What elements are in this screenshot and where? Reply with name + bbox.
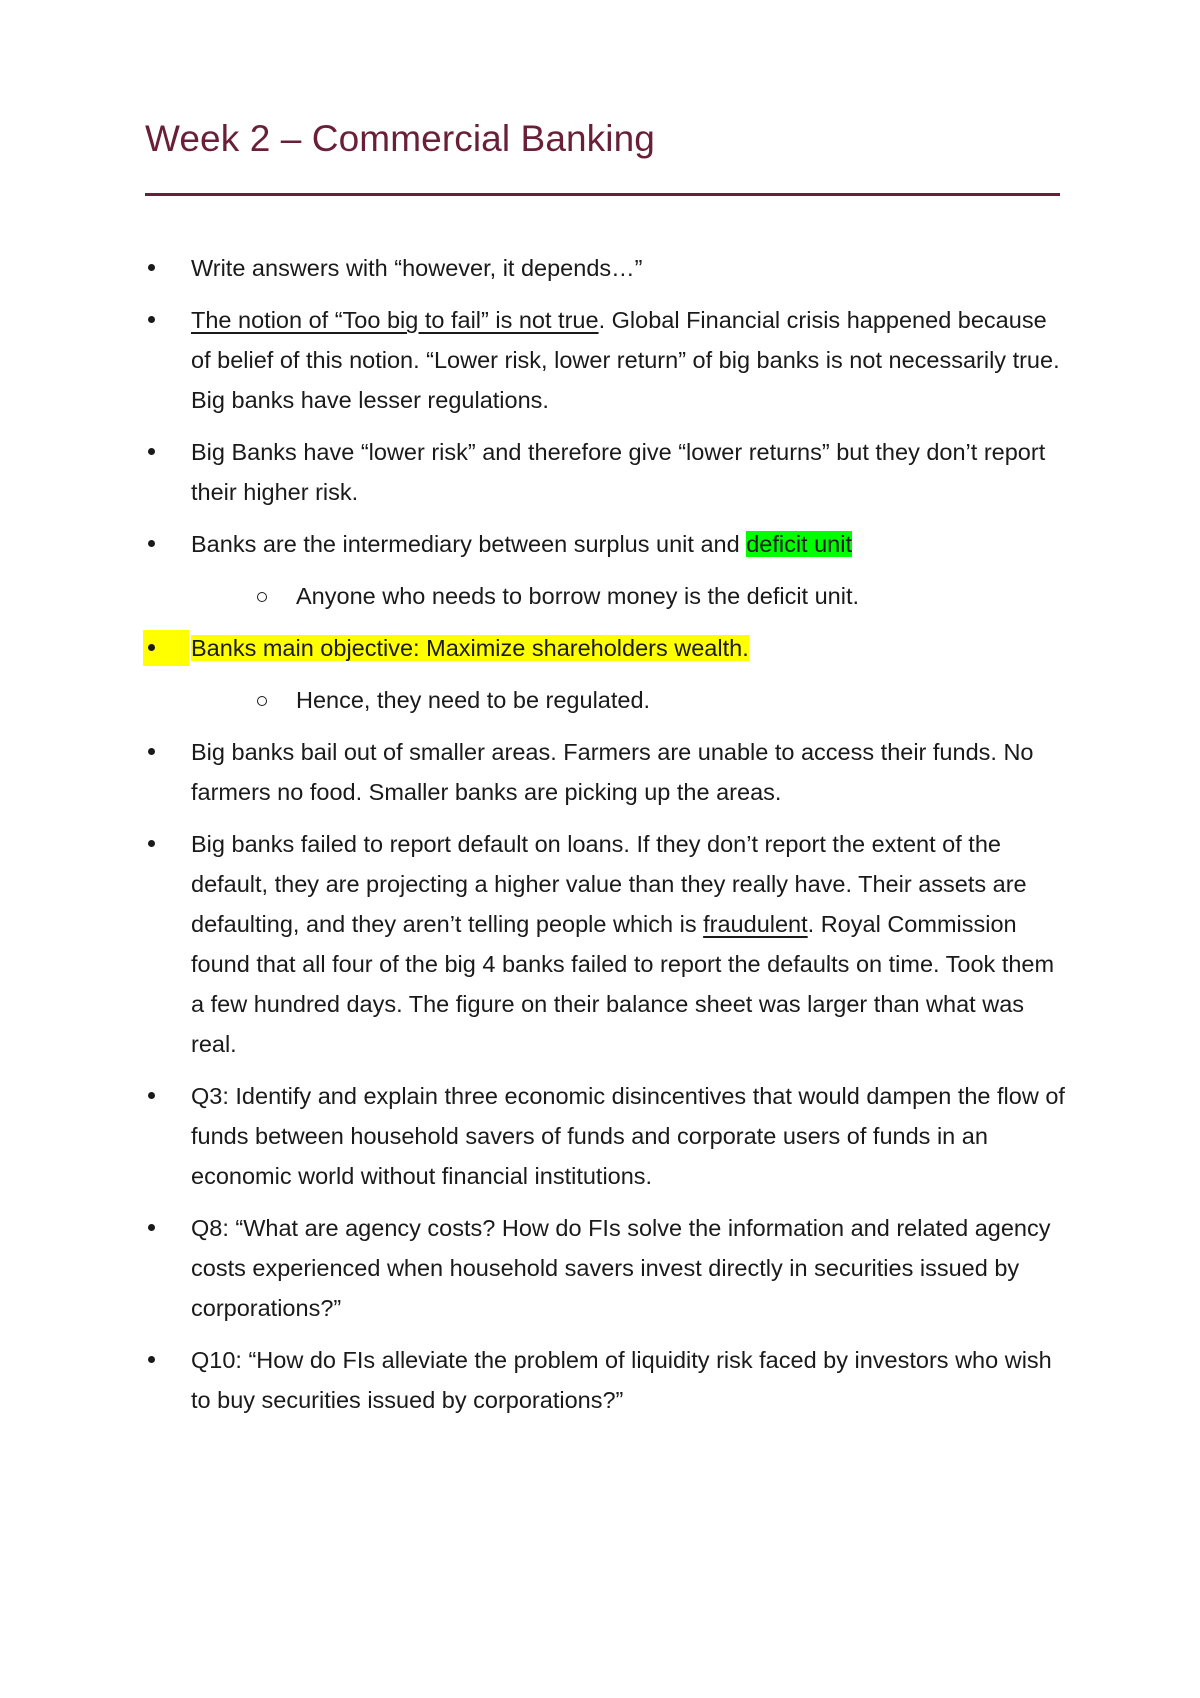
bullet-text: Q3: Identify and explain three economic disincentives that would dampen the flow of funds between household savers of funds and corporate users of funds in an economic world without financial institutions. <box>191 1083 1065 1189</box>
bullet-item <box>145 248 1065 288</box>
page-title: Week 2 – Commercial Banking <box>145 118 655 159</box>
bullet-item <box>145 1340 1065 1420</box>
bullet-text: Big banks bail out of smaller areas. Farmers are unable to access their funds. No farmers no food. Smaller banks are picking up the areas. <box>191 739 1034 805</box>
bullet-text: . Royal Commission found that all four of the big 4 banks failed to report the defaults on time. Took them a few hundred days. The figure on their balance sheet was larger than what was real. <box>191 911 1055 1057</box>
bullet-text: Q8: “What are agency costs? How do FIs solve the information and related agency costs experienced when household savers invest directly in securities issued by corporations?” <box>191 1215 1051 1321</box>
bullet-item <box>145 524 1065 564</box>
hollow-bullet-icon <box>257 576 287 616</box>
bullet-icon <box>145 248 191 288</box>
bullet-item-highlighted <box>145 628 1065 668</box>
bullet-list <box>145 248 1065 1432</box>
bullet-text: Write answers with “however, it depends…” <box>191 255 643 281</box>
underlined-text: fraudulent <box>703 911 808 937</box>
title-underline-rule <box>145 193 1060 196</box>
hollow-bullet-icon <box>257 680 287 720</box>
sub-bullet-item <box>145 576 1065 616</box>
bullet-item <box>145 300 1065 420</box>
bullet-icon <box>145 824 191 864</box>
bullet-item <box>145 432 1065 512</box>
bullet-text: Q10: “How do FIs alleviate the problem of liquidity risk faced by investors who wish to buy securities issued by corporations?” <box>191 1347 1052 1413</box>
sub-bullet-item <box>145 680 1065 720</box>
bullet-text: Big banks failed to report default on loans. If they don’t report the extent of the default, they are projecting a higher value than they really have. Their assets are defaulting, and they aren’t telling people which is <box>191 831 1027 937</box>
sub-bullet-text: Hence, they need to be regulated. <box>296 687 651 713</box>
bullet-icon <box>145 432 191 472</box>
bullet-item <box>145 1208 1065 1328</box>
bullet-item <box>145 824 1065 1064</box>
bullet-icon <box>145 1076 191 1116</box>
bullet-icon <box>145 1208 191 1248</box>
bullet-icon <box>145 524 191 564</box>
bullet-icon <box>145 300 191 340</box>
sub-bullet-text: Anyone who needs to borrow money is the deficit unit. <box>296 583 860 609</box>
bullet-icon <box>145 1340 191 1380</box>
green-highlighted-text: deficit unit <box>746 531 852 557</box>
bullet-item <box>145 732 1065 812</box>
bullet-item <box>145 1076 1065 1196</box>
bullet-text: . Global Financial crisis happened because of belief of this notion. “Lower risk, lower return” of big banks is not necessarily true. Big banks have lesser regulations. <box>191 307 1060 413</box>
underlined-text: The notion of “Too big to fail” is not true <box>191 307 599 333</box>
bullet-icon <box>145 628 191 668</box>
yellow-highlighted-text: Banks main objective: Maximize shareholders wealth. <box>191 635 749 661</box>
bullet-icon <box>145 732 191 772</box>
bullet-text: Big Banks have “lower risk” and therefore give “lower returns” but they don’t report their higher risk. <box>191 439 1046 505</box>
bullet-text: Banks are the intermediary between surplus unit and <box>191 531 747 557</box>
